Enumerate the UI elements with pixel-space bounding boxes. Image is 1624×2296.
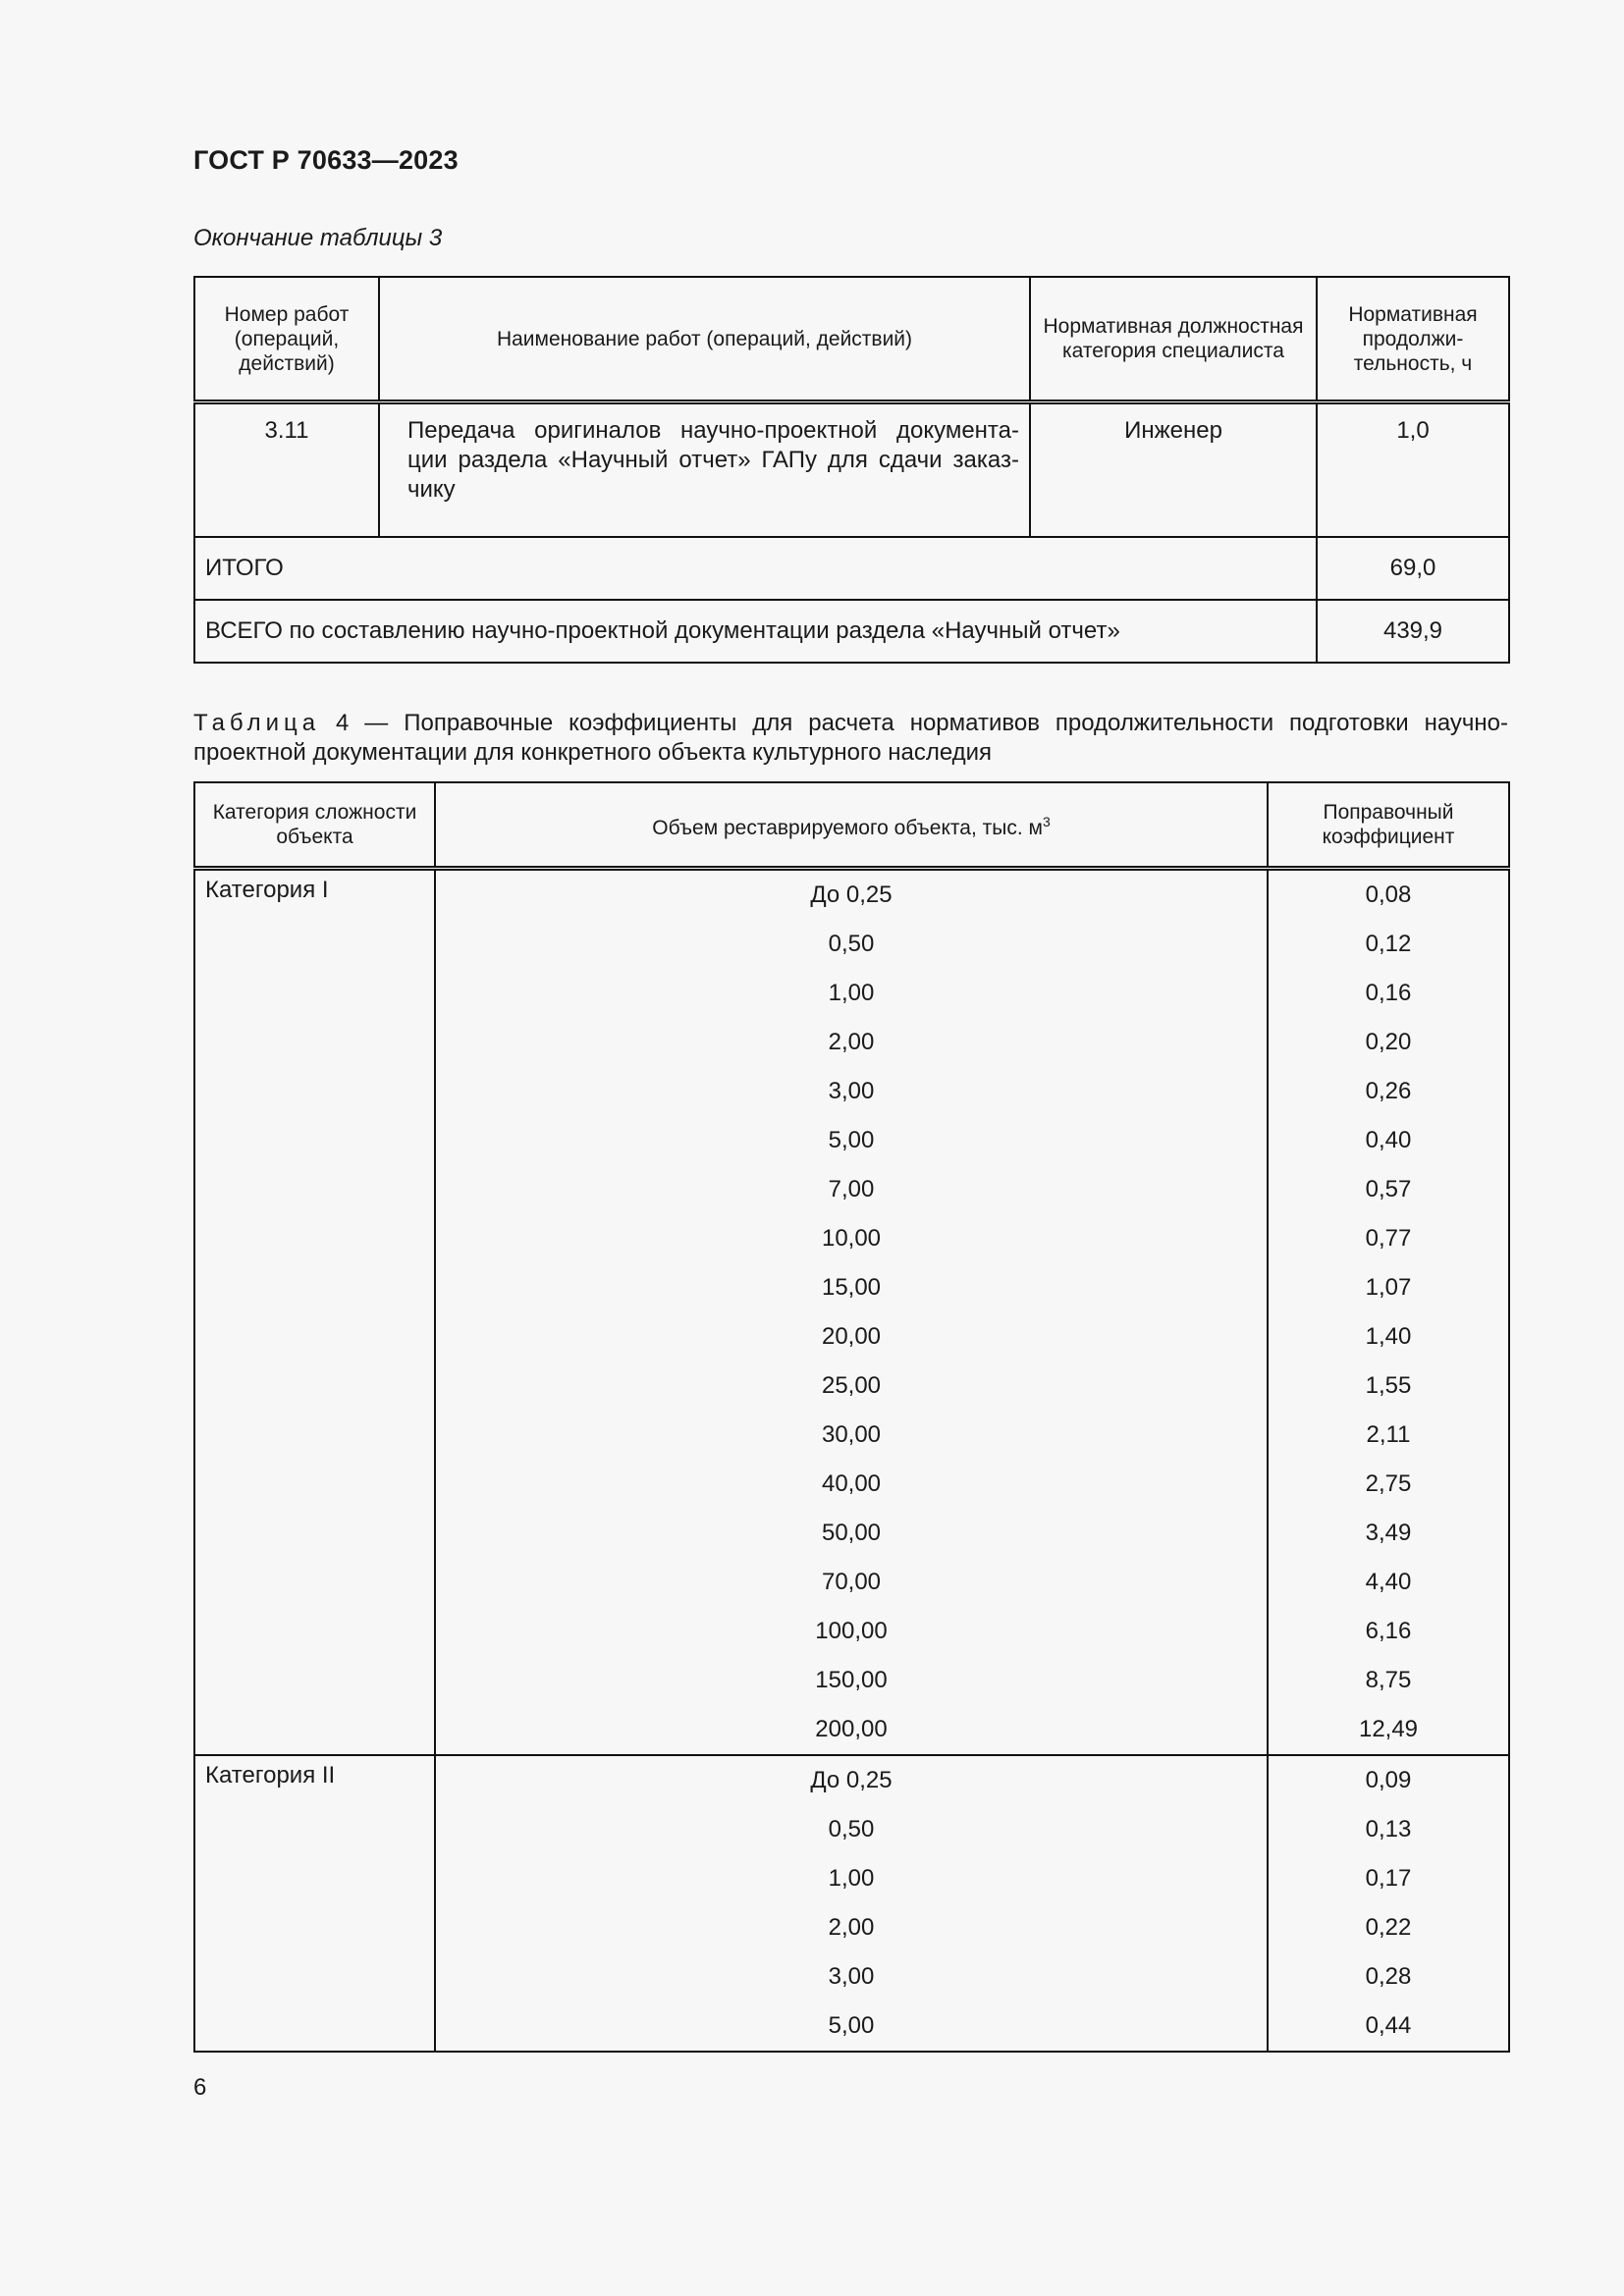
table4-volume-cell: 15,00 [435, 1263, 1268, 1312]
table4-col-category-header: Категория сложности объекта [194, 782, 435, 869]
table4-coef-cell: 2,11 [1268, 1411, 1509, 1460]
table4-volume-cell: 25,00 [435, 1362, 1268, 1411]
table4-coef-cell: 0,20 [1268, 1018, 1509, 1067]
table4-col-coef-header: Поправочный коэффициент [1268, 782, 1509, 869]
table4-volume-cell: 10,00 [435, 1214, 1268, 1263]
document-code: ГОСТ Р 70633—2023 [193, 145, 459, 175]
table3-subtotal-row [194, 537, 1509, 600]
table4-caption-prefix: Таблица [193, 710, 321, 736]
table4-coef-cell: 0,22 [1268, 1903, 1509, 1952]
table4-volume-cell: 30,00 [435, 1411, 1268, 1460]
table4-volume-cell: 3,00 [435, 1952, 1268, 2002]
table4-coef-cell: 2,75 [1268, 1460, 1509, 1509]
table4-volume-cell: 0,50 [435, 920, 1268, 969]
table4-volume-cell: 20,00 [435, 1312, 1268, 1362]
table4-coef-cell: 1,07 [1268, 1263, 1509, 1312]
table4-coef-cell: 0,08 [1268, 869, 1509, 921]
table3-col-duration-header: Нормативная продолжи-тельность, ч [1317, 277, 1509, 402]
table4-volume-cell: 2,00 [435, 1018, 1268, 1067]
table4-volume-cell: 7,00 [435, 1165, 1268, 1214]
table4-volume-cell: 200,00 [435, 1705, 1268, 1755]
table4-volume-cell: 0,50 [435, 1805, 1268, 1854]
table3-col-number-header: Номер работ (операций, действий) [194, 277, 379, 402]
table4-volume-cell: 50,00 [435, 1509, 1268, 1558]
table3-total-value: 439,9 [1317, 600, 1509, 663]
table4-volume-cell: 1,00 [435, 1854, 1268, 1903]
table4-coef-cell: 8,75 [1268, 1656, 1509, 1705]
table4-coef-cell: 0,09 [1268, 1755, 1509, 1805]
table3-subtotal-value: 69,0 [1317, 537, 1509, 600]
table4-volume-cell: 3,00 [435, 1067, 1268, 1116]
table4-coef-cell: 0,13 [1268, 1805, 1509, 1854]
table4-coef-cell: 0,16 [1268, 969, 1509, 1018]
table4-coef-cell: 0,44 [1268, 2002, 1509, 2052]
table4-coef-cell: 0,12 [1268, 920, 1509, 969]
table4-coef-cell: 0,57 [1268, 1165, 1509, 1214]
table4-coef-cell: 12,49 [1268, 1705, 1509, 1755]
table4-category-cell: Категория II [194, 1755, 435, 2052]
page-number: 6 [193, 2074, 207, 2101]
table4-volume-unit-sup: 3 [1042, 813, 1051, 829]
table4-coef-cell: 1,55 [1268, 1362, 1509, 1411]
table4-header-row [194, 782, 1509, 869]
table4-volume-cell: До 0,25 [435, 869, 1268, 921]
table4-category-cell: Категория I [194, 869, 435, 1756]
table4-coef-cell: 0,26 [1268, 1067, 1509, 1116]
table4-caption-text: 4 — Поправочные коэффициенты для расчета нормативов продолжительности подготовки научно-проектной документации для конкретного объекта культурного наследия [193, 710, 1508, 766]
table4-volume-cell: 5,00 [435, 2002, 1268, 2052]
table4-col-volume-header [435, 782, 1268, 869]
table4-volume-cell: 40,00 [435, 1460, 1268, 1509]
table3-cell-name: Передача оригиналов научно-проектной документа-ции раздела «Научный отчет» ГАПу для сдачи заказ-чику [379, 402, 1030, 538]
table4-volume-cell: 100,00 [435, 1607, 1268, 1656]
table4-coef-cell: 0,17 [1268, 1854, 1509, 1903]
table4-volume-cell: 70,00 [435, 1558, 1268, 1607]
table3-header-row [194, 277, 1509, 402]
table3-cell-duration: 1,0 [1317, 402, 1509, 538]
table4-coef-cell: 3,49 [1268, 1509, 1509, 1558]
table-row [194, 1755, 1509, 1805]
table4-coef-cell: 0,28 [1268, 1952, 1509, 2002]
table4-coef-cell: 0,40 [1268, 1116, 1509, 1165]
table4-volume-label: Объем реставрируемого объекта, тыс. м [652, 816, 1043, 839]
table3-total-label: ВСЕГО по составлению научно-проектной документации раздела «Научный отчет» [194, 600, 1317, 663]
table3-total-row [194, 600, 1509, 663]
table3-cell-category: Инженер [1030, 402, 1317, 538]
table4-volume-cell: 1,00 [435, 969, 1268, 1018]
table4-volume-cell: До 0,25 [435, 1755, 1268, 1805]
table4-coef-cell: 6,16 [1268, 1607, 1509, 1656]
table4-coef-cell: 1,40 [1268, 1312, 1509, 1362]
table3-subtotal-label: ИТОГО [194, 537, 1317, 600]
table4-coef-cell: 4,40 [1268, 1558, 1509, 1607]
table-4 [193, 781, 1510, 2053]
table-3 [193, 276, 1510, 664]
table4-volume-cell: 150,00 [435, 1656, 1268, 1705]
table4-coef-cell: 0,77 [1268, 1214, 1509, 1263]
table4-volume-cell: 2,00 [435, 1903, 1268, 1952]
table3-continuation-caption: Окончание таблицы 3 [193, 225, 443, 251]
table-row [194, 869, 1509, 921]
table4-volume-cell: 5,00 [435, 1116, 1268, 1165]
table3-col-name-header: Наименование работ (операций, действий) [379, 277, 1030, 402]
table4-caption [193, 709, 1508, 768]
table3-col-category-header: Нормативная должностная категория специалиста [1030, 277, 1317, 402]
table3-cell-number: 3.11 [194, 402, 379, 538]
table-row [194, 402, 1509, 538]
